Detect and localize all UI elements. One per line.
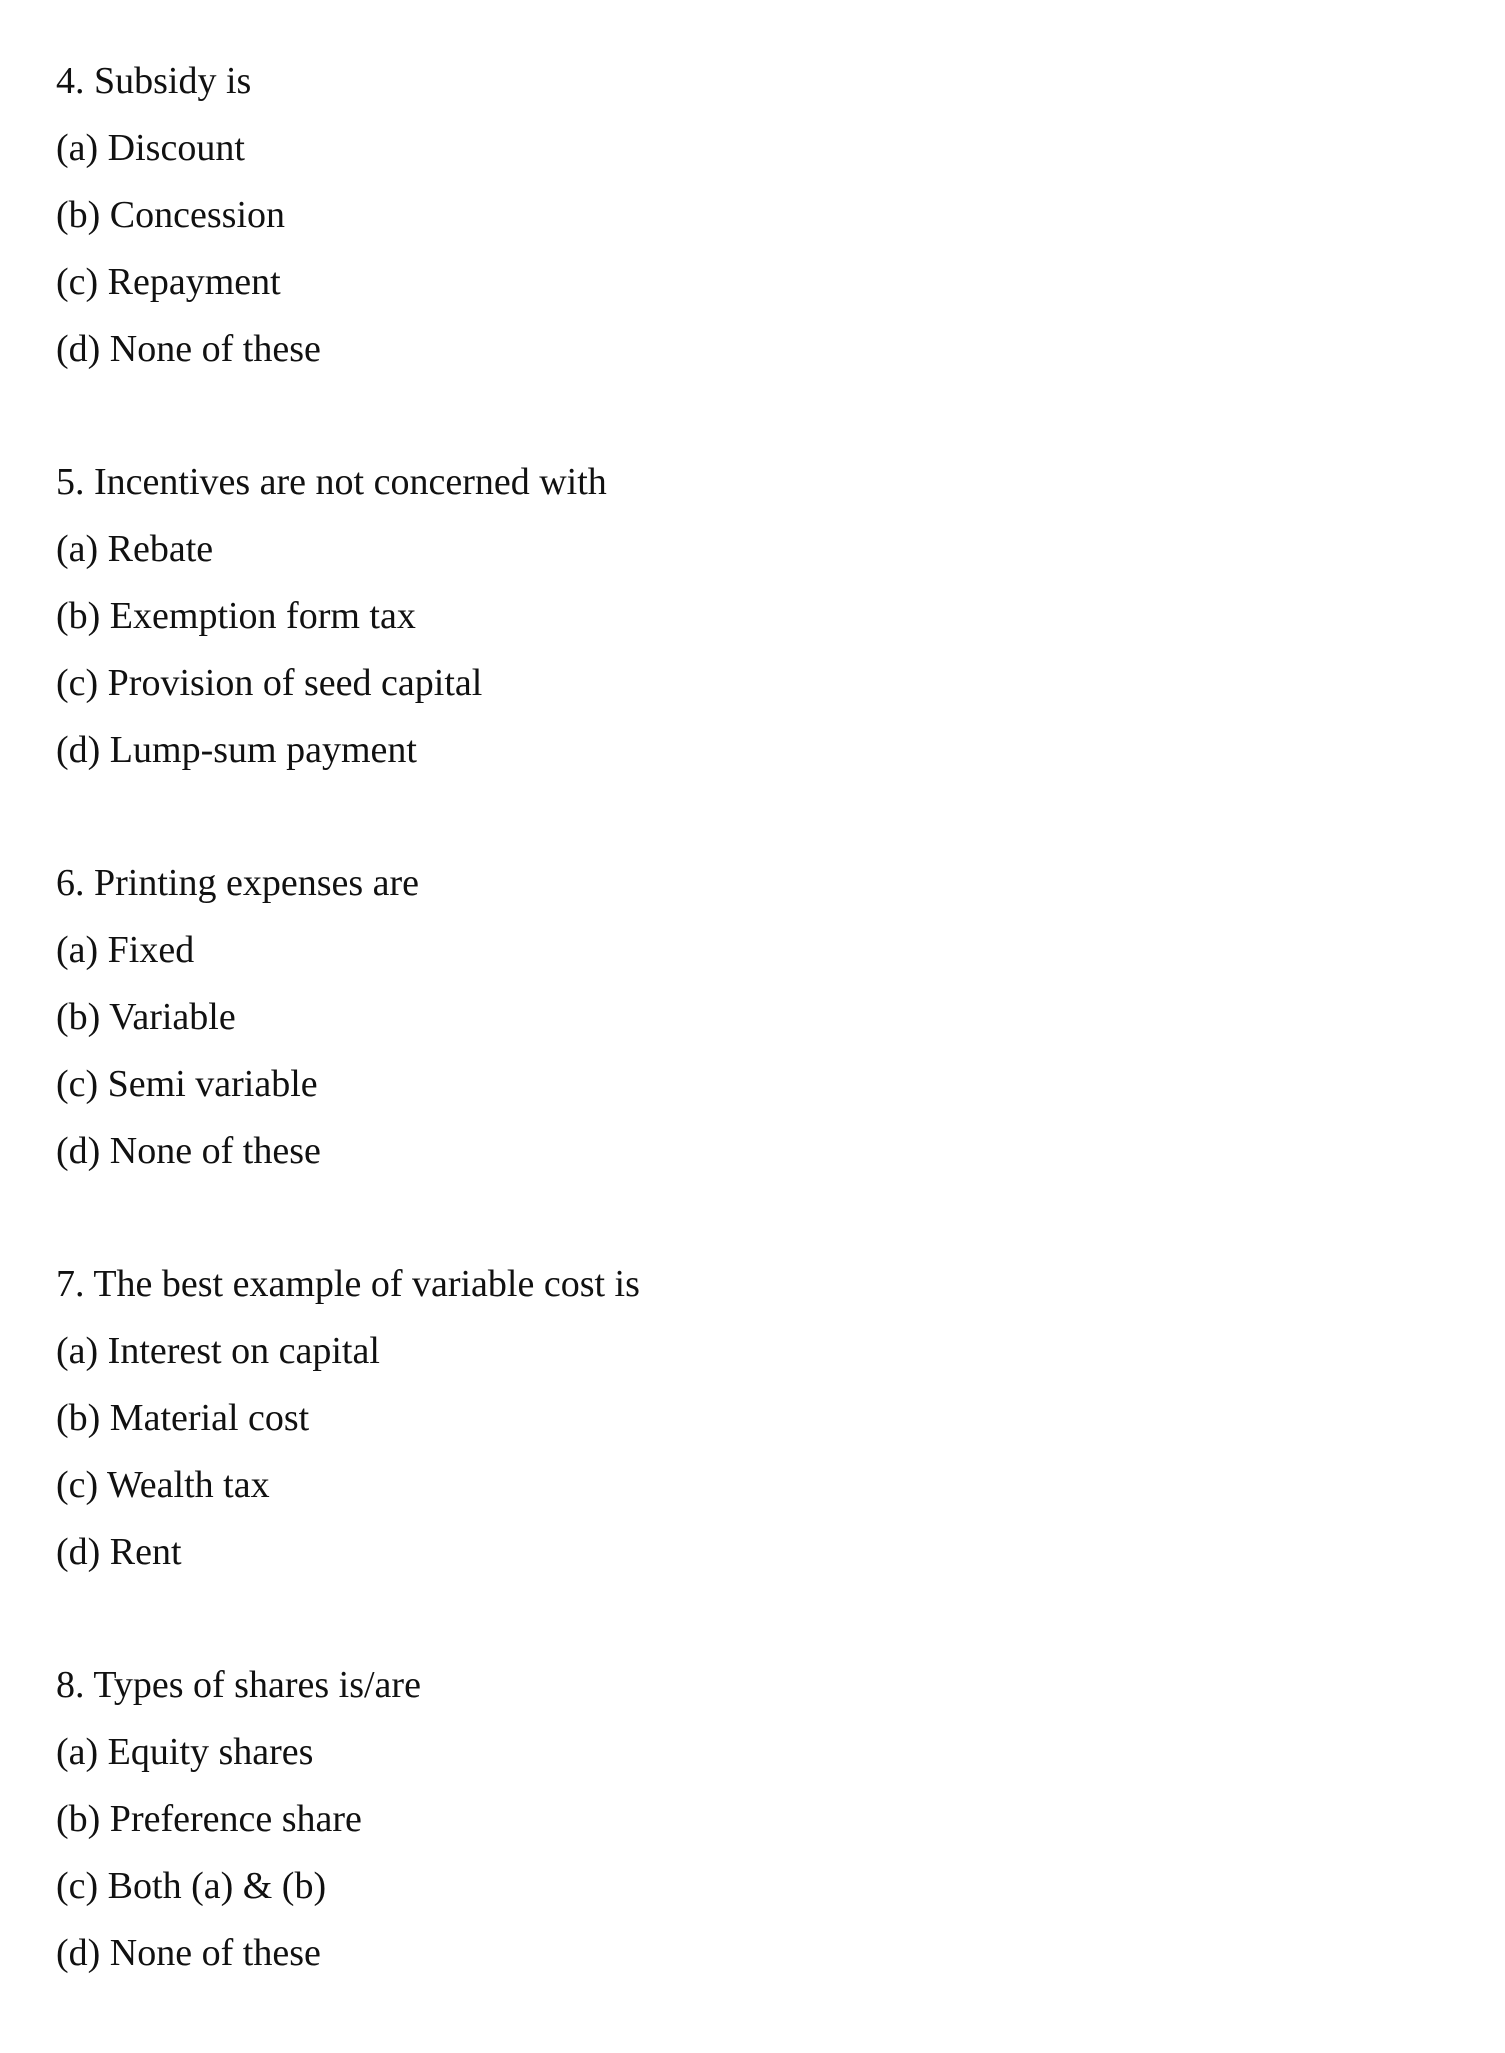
option-b: (b) Material cost: [56, 1397, 310, 1439]
option-d: (d) Rent: [56, 1531, 182, 1573]
question-6: [56, 850, 1456, 1185]
option-c: (c) Repayment: [56, 261, 281, 303]
option-a: (a) Discount: [56, 127, 245, 169]
question-stem: 6. Printing expenses are: [56, 862, 420, 904]
question-7: [56, 1251, 1456, 1586]
option-b: (b) Variable: [56, 996, 236, 1038]
option-b: (b) Preference share: [56, 1798, 362, 1840]
option-c: (c) Semi variable: [56, 1063, 318, 1105]
option-d: (d) None of these: [56, 328, 321, 370]
option-b: (b) Exemption form tax: [56, 595, 416, 637]
option-a: (a) Equity shares: [56, 1731, 314, 1773]
option-b: (b) Concession: [56, 194, 286, 236]
question-stem: 4. Subsidy is: [56, 60, 252, 102]
question-8: [56, 1652, 1456, 1987]
option-c: (c) Wealth tax: [56, 1464, 270, 1506]
option-c: (c) Both (a) & (b): [56, 1865, 327, 1907]
question-4: [56, 48, 1456, 383]
option-a: (a) Fixed: [56, 929, 195, 971]
option-d: (d) None of these: [56, 1130, 321, 1172]
question-stem: 7. The best example of variable cost is: [56, 1263, 640, 1305]
option-d: (d) None of these: [56, 1932, 321, 1974]
option-c: (c) Provision of seed capital: [56, 662, 483, 704]
option-d: (d) Lump-sum payment: [56, 729, 417, 771]
document-page: [56, 48, 1456, 2053]
option-a: (a) Interest on capital: [56, 1330, 380, 1372]
option-a: (a) Rebate: [56, 528, 214, 570]
question-stem: 5. Incentives are not concerned with: [56, 461, 607, 503]
question-5: [56, 449, 1456, 784]
question-stem: 8. Types of shares is/are: [56, 1664, 421, 1706]
